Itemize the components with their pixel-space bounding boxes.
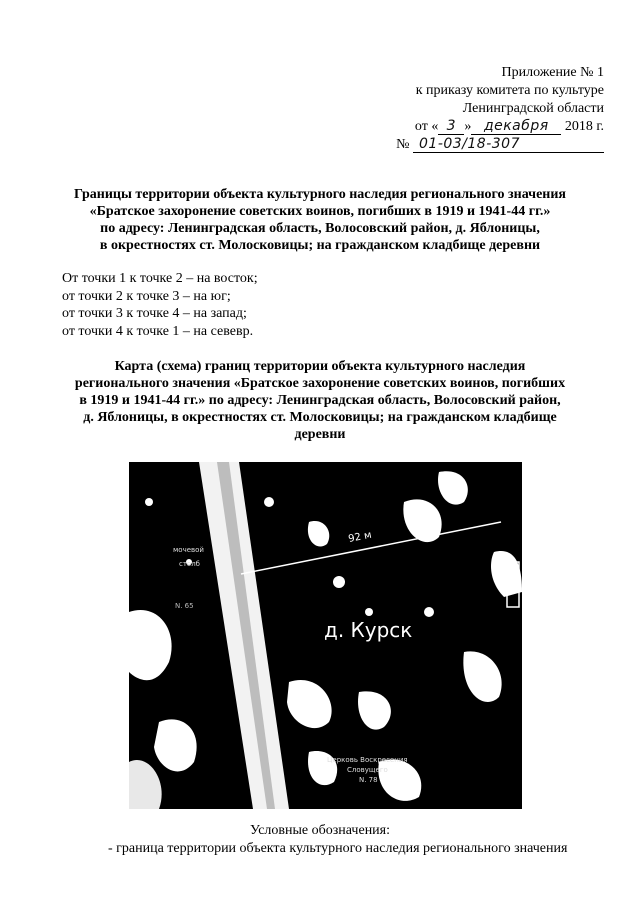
left-label: N. 65 xyxy=(175,602,194,610)
terrain-dot xyxy=(424,607,434,617)
distance-label: 92 м xyxy=(347,529,373,545)
date-prefix: от « xyxy=(414,119,439,134)
title-line: деревни xyxy=(294,427,346,442)
terrain-patch xyxy=(287,680,332,728)
left-label: мочевой xyxy=(173,546,204,554)
title-line: «Братское захоронение советских воинов, погибших в 1919 и 1941-44 гг.» xyxy=(89,204,551,219)
boundary-map xyxy=(129,462,522,809)
terrain-dot xyxy=(264,497,274,507)
legend-title: Условные обозначения: xyxy=(249,823,391,838)
direction-item: От точки 1 к точке 2 – на восток; xyxy=(62,271,258,286)
region-line: Ленинградской области xyxy=(462,101,604,116)
terrain-patch xyxy=(154,719,197,771)
map-image xyxy=(129,462,522,809)
terrain-patch xyxy=(438,471,468,504)
map-title xyxy=(40,358,600,443)
title-line: Карта (схема) границ территории объекта культурного наследия xyxy=(114,359,526,374)
direction-item: от точки 4 к точке 1 – на севевр. xyxy=(62,323,254,339)
terrain-dot xyxy=(145,498,153,506)
order-number: 01-03/18-307 xyxy=(413,137,604,153)
terrain-dot xyxy=(333,576,345,588)
order-line: к приказу комитета по культуре xyxy=(415,83,604,98)
church-label: Словущего xyxy=(347,766,388,774)
place-label: д. Курск xyxy=(324,618,413,642)
appendix-label: Приложение № 1 xyxy=(501,65,604,80)
church-label: N. 78 xyxy=(359,776,378,784)
terrain-patch xyxy=(308,521,329,547)
distance-line xyxy=(241,522,501,574)
number-line xyxy=(396,136,604,154)
terrain-patch xyxy=(358,691,391,729)
title-line: Границы территории объекта культурного наследия регионального значения xyxy=(73,187,566,202)
title-line: по адресу: Ленинградская область, Волосовский район, д. Яблоницы, xyxy=(100,221,540,236)
date-day: 3 xyxy=(438,119,464,135)
terrain-patch xyxy=(463,651,501,702)
title-line: в окрестностях ст. Молосковицы; на гражданском кладбище деревни xyxy=(99,238,541,253)
terrain-patch xyxy=(129,610,172,680)
church-label: Церковь Воскресения xyxy=(327,756,408,764)
direction-item: от точки 3 к точке 4 – на запад; xyxy=(62,306,247,321)
direction-item: от точки 2 к точке 3 – на юг; xyxy=(62,288,231,304)
date-year: 2018 г. xyxy=(564,119,604,134)
terrain-dot xyxy=(365,608,373,616)
date-line xyxy=(415,118,604,136)
terrain-patch xyxy=(129,760,162,809)
title-line: д. Яблоницы, в окрестностях ст. Молосковицы; на гражданском кладбище xyxy=(83,410,557,425)
date-mid: » xyxy=(464,119,472,134)
date-month: декабря xyxy=(471,119,561,135)
number-prefix: № xyxy=(396,137,410,152)
boundaries-title xyxy=(40,186,600,254)
title-line: в 1919 и 1941-44 гг.» по адресу: Ленинградская область, Волосовский район, xyxy=(79,393,561,408)
legend-item: - граница территории объекта культурного наследия регионального значения xyxy=(108,841,568,856)
left-label: столб xyxy=(179,560,200,568)
title-line: регионального значения «Братское захоронение советских воинов, погибших xyxy=(74,376,566,391)
directions-list xyxy=(62,270,258,340)
